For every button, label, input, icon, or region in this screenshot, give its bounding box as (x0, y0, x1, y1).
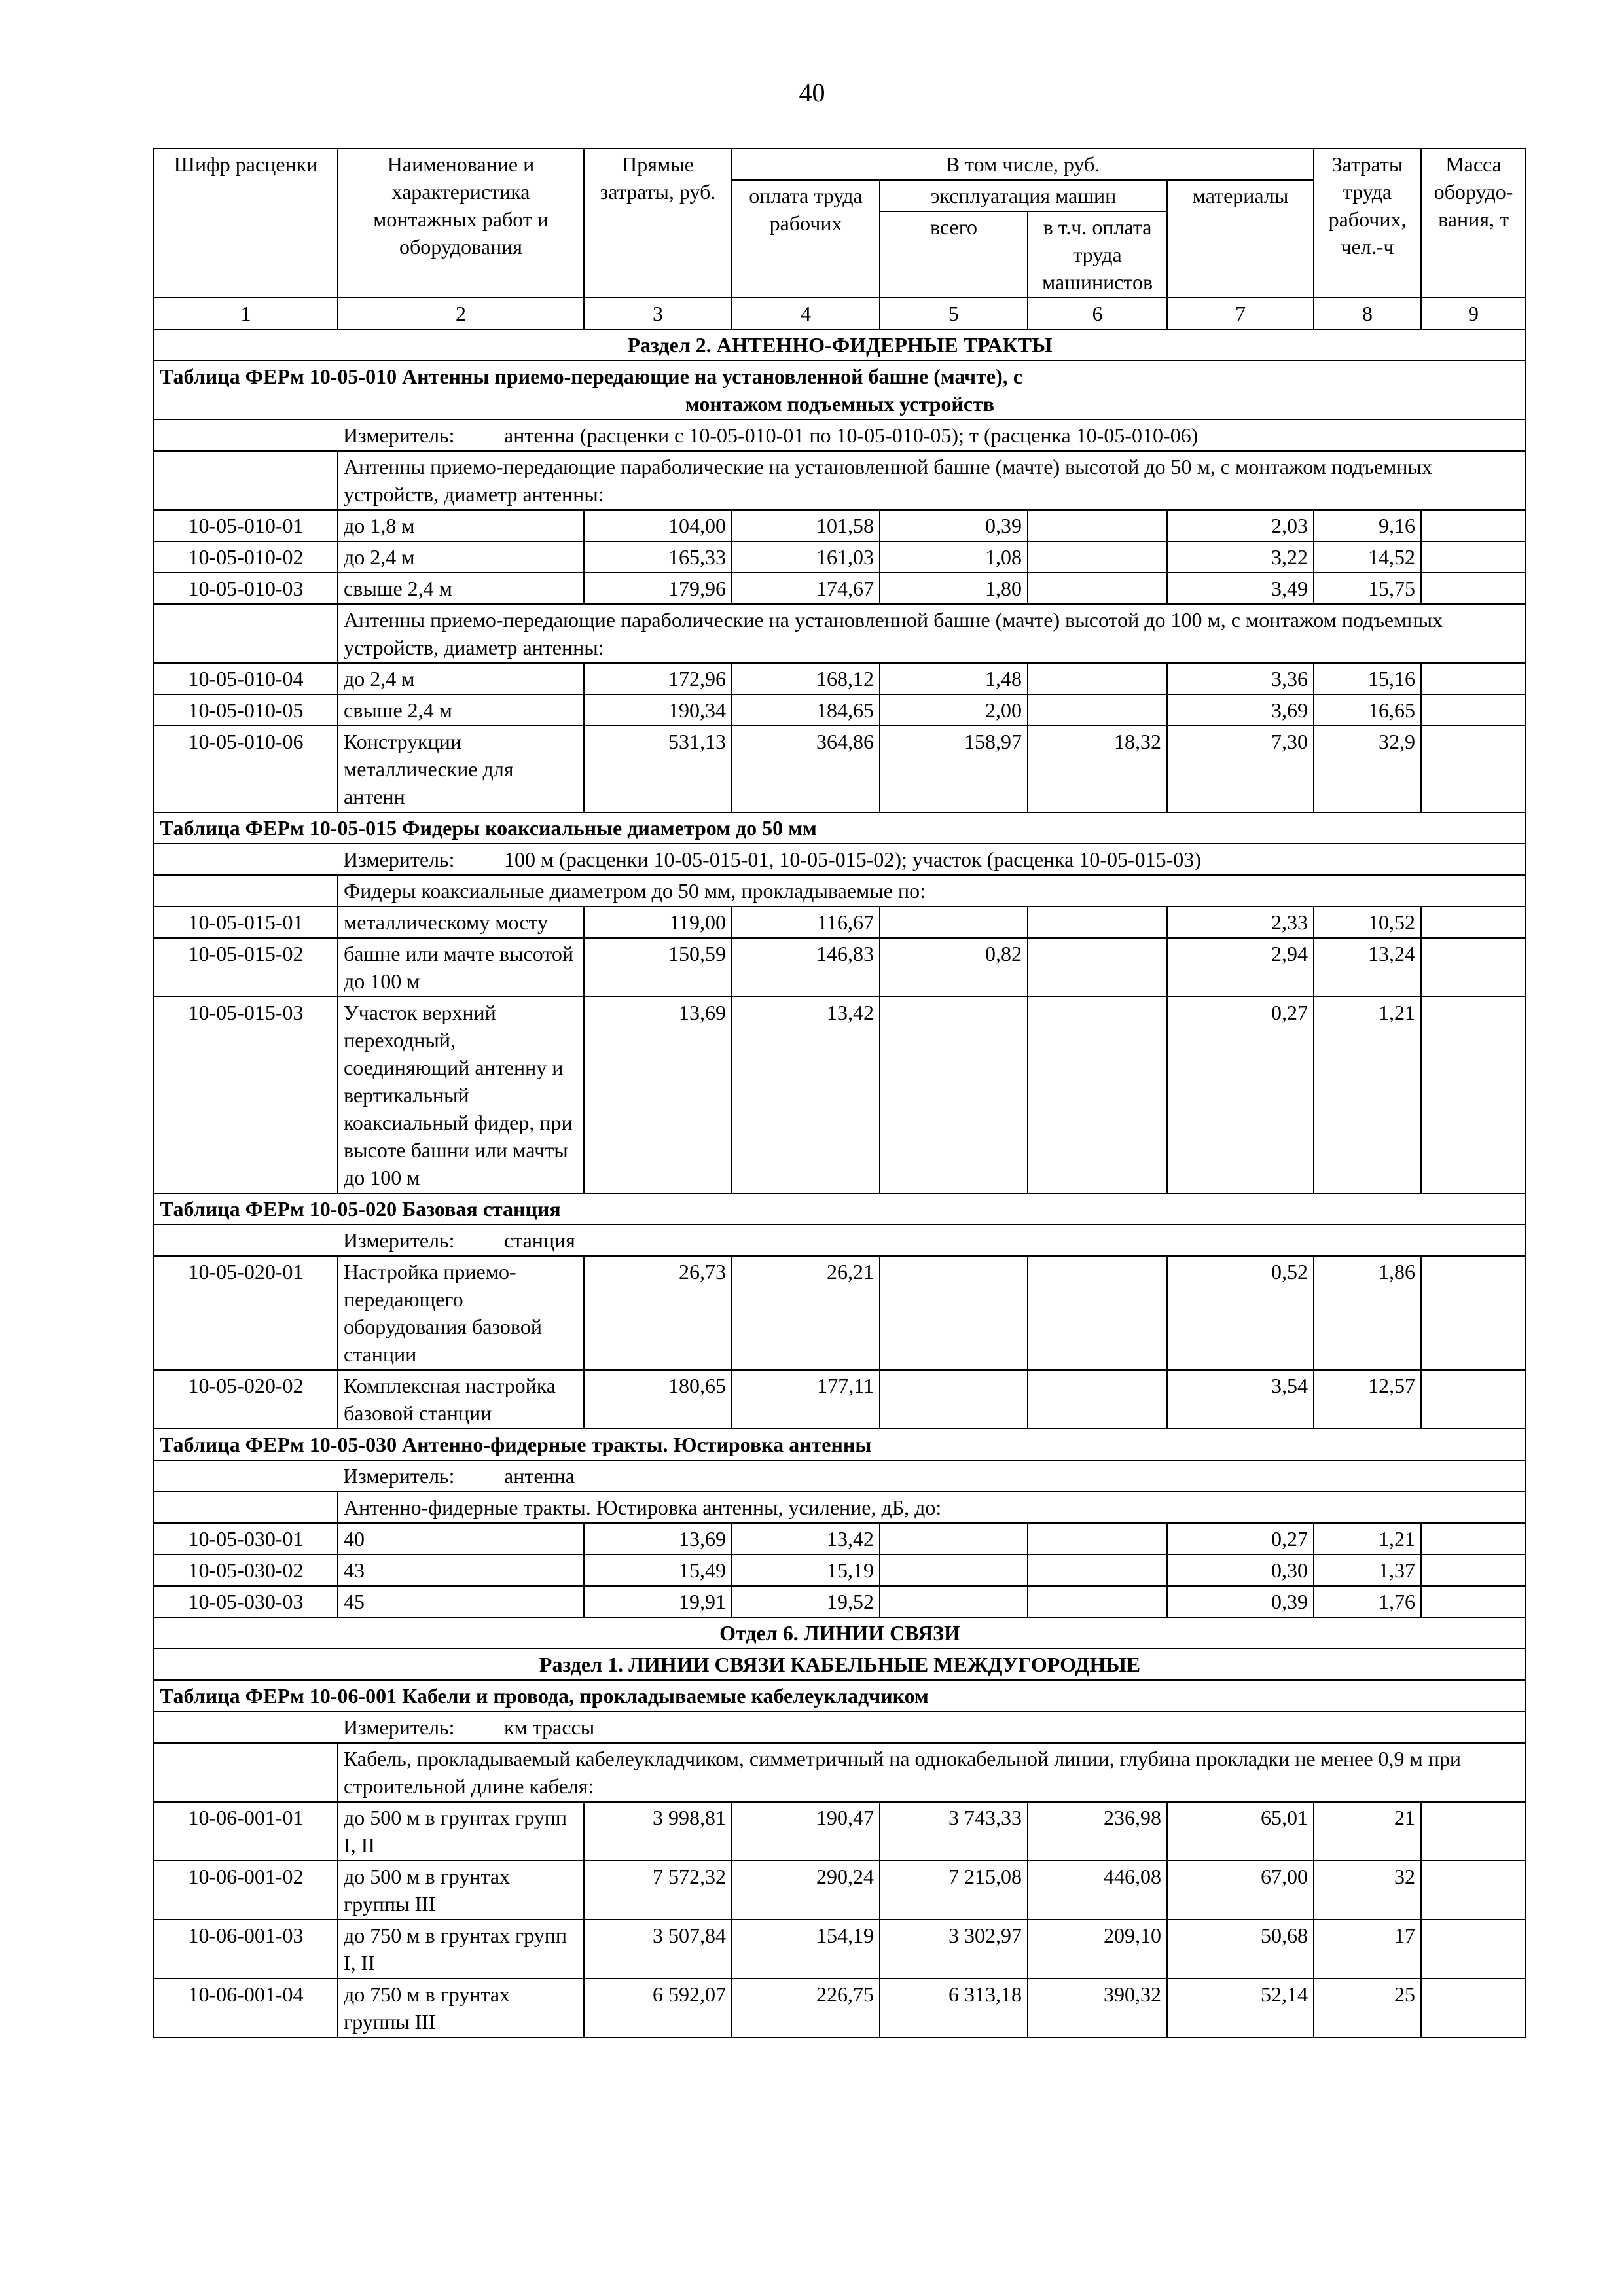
direct-costs: 15,49 (584, 1554, 732, 1586)
group-note-row (154, 875, 1526, 906)
rate-code: 10-06-001-04 (154, 1979, 338, 2037)
labor-hours: 9,16 (1314, 510, 1421, 541)
table-title-row (154, 1429, 1526, 1460)
direct-costs: 6 592,07 (584, 1979, 732, 2037)
work-name: Участок верхний переходный, соединяющий антенну и вертикальный коаксиальный фидер, при высоте башни или мачты до 100 м (338, 997, 584, 1193)
header-machines: эксплуатация машин (880, 180, 1167, 211)
column-number: 5 (880, 298, 1028, 329)
table-title-text: Таблица ФЕРм 10-06-001 Кабели и провода, прокладываемые кабелеукладчиком (160, 1684, 929, 1708)
machines-total: 0,82 (880, 938, 1028, 997)
direct-costs: 3 507,84 (584, 1920, 732, 1979)
column-number: 7 (1167, 298, 1314, 329)
measure-text: антенна (расценки с 10-05-010-01 по 10-05-010-05); т (расценка 10-05-010-06) (504, 423, 1199, 447)
table-title-continuation: монтажом подъемных устройств (685, 392, 995, 416)
labor-pay: 101,58 (732, 510, 880, 541)
page-number: 40 (799, 78, 825, 107)
measure (338, 1460, 1526, 1492)
group-note: Антенны приемо-передающие параболические на установленной башне (мачте) высотой до 50 м, с монтажом подъемных устройств, диаметр антенны: (338, 451, 1526, 510)
table-title (154, 1429, 1526, 1460)
group-note: Антенно-фидерные тракты. Юстировка антенны, усиление, дБ, до: (338, 1492, 1526, 1523)
table-body (154, 149, 1526, 2037)
measure-row (154, 1712, 1526, 1743)
machines-total: 1,80 (880, 573, 1028, 604)
labor-pay: 226,75 (732, 1979, 880, 2037)
equipment-mass (1421, 541, 1526, 573)
rate-code: 10-05-010-02 (154, 541, 338, 573)
labor-pay: 174,67 (732, 573, 880, 604)
header-equipment-mass: Масса оборудо-вания, т (1421, 149, 1526, 298)
table-row (154, 541, 1526, 573)
direct-costs: 13,69 (584, 1523, 732, 1554)
table-title-row (154, 1193, 1526, 1225)
direct-costs: 104,00 (584, 510, 732, 541)
rate-code: 10-05-030-02 (154, 1554, 338, 1586)
labor-hours: 12,57 (1314, 1370, 1421, 1429)
labor-hours: 1,76 (1314, 1586, 1421, 1617)
table-row (154, 694, 1526, 726)
table-row (154, 1861, 1526, 1920)
header-machines-total: всего (880, 211, 1028, 298)
materials: 0,52 (1167, 1256, 1314, 1370)
table-title (154, 812, 1526, 844)
direct-costs: 150,59 (584, 938, 732, 997)
header-labor-pay: оплата труда рабочих (732, 180, 880, 298)
rate-code: 10-05-015-01 (154, 906, 338, 938)
materials: 65,01 (1167, 1802, 1314, 1861)
labor-pay: 19,52 (732, 1586, 880, 1617)
rate-code: 10-05-015-03 (154, 997, 338, 1193)
measure-spacer (154, 844, 338, 875)
table-row (154, 663, 1526, 694)
note-spacer (154, 604, 338, 663)
labor-hours: 17 (1314, 1920, 1421, 1979)
machines-total (880, 1554, 1028, 1586)
table-row (154, 1920, 1526, 1979)
machines-total (880, 1256, 1028, 1370)
materials: 3,69 (1167, 694, 1314, 726)
machinists-pay (1028, 1370, 1167, 1429)
table-row (154, 510, 1526, 541)
note-spacer (154, 1492, 338, 1523)
materials: 3,22 (1167, 541, 1314, 573)
machinists-pay (1028, 997, 1167, 1193)
labor-hours: 32,9 (1314, 726, 1421, 812)
equipment-mass (1421, 510, 1526, 541)
machines-total (880, 1586, 1028, 1617)
materials: 7,30 (1167, 726, 1314, 812)
measure-text: станция (504, 1229, 575, 1252)
section-heading-row (154, 1649, 1526, 1680)
equipment-mass (1421, 726, 1526, 812)
table-title-text: Таблица ФЕРм 10-05-030 Антенно-фидерные тракты. Юстировка антенны (160, 1433, 872, 1456)
header-code: Шифр расценки (154, 149, 338, 298)
measure-text: антенна (504, 1464, 575, 1488)
materials: 2,33 (1167, 906, 1314, 938)
machines-total: 2,00 (880, 694, 1028, 726)
table-row (154, 1256, 1526, 1370)
group-note-row (154, 1743, 1526, 1802)
note-spacer (154, 451, 338, 510)
machinists-pay: 446,08 (1028, 1861, 1167, 1920)
section-heading-row (154, 1617, 1526, 1649)
measure-label: Измеритель: (343, 1464, 455, 1488)
measure-row (154, 420, 1526, 451)
equipment-mass (1421, 1256, 1526, 1370)
table-row (154, 1802, 1526, 1861)
measure-text: 100 м (расценки 10-05-015-01, 10-05-015-02); участок (расценка 10-05-015-03) (504, 848, 1201, 871)
equipment-mass (1421, 694, 1526, 726)
table-title-row (154, 812, 1526, 844)
measure-spacer (154, 1225, 338, 1256)
labor-hours: 13,24 (1314, 938, 1421, 997)
measure (338, 1712, 1526, 1743)
table-row (154, 938, 1526, 997)
machines-total (880, 1523, 1028, 1554)
rate-code: 10-06-001-03 (154, 1920, 338, 1979)
equipment-mass (1421, 1861, 1526, 1920)
labor-hours: 16,65 (1314, 694, 1421, 726)
direct-costs: 7 572,32 (584, 1861, 732, 1920)
machinists-pay: 236,98 (1028, 1802, 1167, 1861)
measure-label: Измеритель: (343, 848, 455, 871)
group-note-row (154, 604, 1526, 663)
header-including: В том числе, руб. (732, 149, 1314, 180)
machinists-pay (1028, 938, 1167, 997)
group-note: Антенны приемо-передающие параболические на установленной башне (мачте) высотой до 100 м, с монтажом подъемных устройств, диаметр антенны: (338, 604, 1526, 663)
table-title-row (154, 1680, 1526, 1712)
machines-total: 0,39 (880, 510, 1028, 541)
materials: 0,39 (1167, 1586, 1314, 1617)
machines-total: 6 313,18 (880, 1979, 1028, 2037)
measure-label: Измеритель: (343, 1715, 455, 1739)
labor-pay: 13,42 (732, 997, 880, 1193)
direct-costs: 190,34 (584, 694, 732, 726)
direct-costs: 3 998,81 (584, 1802, 732, 1861)
materials: 0,30 (1167, 1554, 1314, 1586)
machinists-pay (1028, 510, 1167, 541)
machinists-pay (1028, 663, 1167, 694)
equipment-mass (1421, 1586, 1526, 1617)
labor-pay: 177,11 (732, 1370, 880, 1429)
group-note-row (154, 451, 1526, 510)
table-row (154, 726, 1526, 812)
machines-total: 1,48 (880, 663, 1028, 694)
equipment-mass (1421, 663, 1526, 694)
column-number-row (154, 298, 1526, 329)
work-name: до 750 м в грунтах групп I, II (338, 1920, 584, 1979)
equipment-mass (1421, 1554, 1526, 1586)
note-spacer (154, 875, 338, 906)
machinists-pay: 18,32 (1028, 726, 1167, 812)
labor-hours: 10,52 (1314, 906, 1421, 938)
table-row (154, 1523, 1526, 1554)
column-number: 9 (1421, 298, 1526, 329)
work-name: до 2,4 м (338, 541, 584, 573)
table-title (154, 361, 1526, 420)
materials: 52,14 (1167, 1979, 1314, 2037)
machinists-pay (1028, 1256, 1167, 1370)
direct-costs: 179,96 (584, 573, 732, 604)
rate-code: 10-05-020-01 (154, 1256, 338, 1370)
materials: 3,49 (1167, 573, 1314, 604)
equipment-mass (1421, 938, 1526, 997)
materials: 3,36 (1167, 663, 1314, 694)
group-note: Фидеры коаксиальные диаметром до 50 мм, прокладываемые по: (338, 875, 1526, 906)
header-labor-costs: Затраты труда рабочих, чел.-ч (1314, 149, 1421, 298)
column-number: 3 (584, 298, 732, 329)
rate-code: 10-05-010-03 (154, 573, 338, 604)
machinists-pay (1028, 573, 1167, 604)
measure-row (154, 844, 1526, 875)
labor-pay: 154,19 (732, 1920, 880, 1979)
labor-hours: 25 (1314, 1979, 1421, 2037)
labor-hours: 15,16 (1314, 663, 1421, 694)
machines-total (880, 1370, 1028, 1429)
labor-pay: 116,67 (732, 906, 880, 938)
header-row-1 (154, 149, 1526, 180)
materials: 0,27 (1167, 997, 1314, 1193)
work-name: 43 (338, 1554, 584, 1586)
table-row (154, 997, 1526, 1193)
labor-pay: 13,42 (732, 1523, 880, 1554)
labor-hours: 14,52 (1314, 541, 1421, 573)
machinists-pay: 209,10 (1028, 1920, 1167, 1979)
direct-costs: 13,69 (584, 997, 732, 1193)
labor-pay: 146,83 (732, 938, 880, 997)
direct-costs: 180,65 (584, 1370, 732, 1429)
labor-hours: 15,75 (1314, 573, 1421, 604)
table-row (154, 1979, 1526, 2037)
direct-costs: 531,13 (584, 726, 732, 812)
machines-total: 1,08 (880, 541, 1028, 573)
labor-pay: 290,24 (732, 1861, 880, 1920)
equipment-mass (1421, 573, 1526, 604)
measure-label: Измеритель: (343, 423, 455, 447)
table-title-text: Таблица ФЕРм 10-05-015 Фидеры коаксиальные диаметром до 50 мм (160, 816, 817, 840)
table-row (154, 1586, 1526, 1617)
header-direct-costs: Прямые затраты, руб. (584, 149, 732, 298)
table-title-row (154, 361, 1526, 420)
direct-costs: 26,73 (584, 1256, 732, 1370)
machines-total (880, 997, 1028, 1193)
measure (338, 844, 1526, 875)
header-name: Наименование и характеристика монтажных работ и оборудования (338, 149, 584, 298)
machinists-pay (1028, 906, 1167, 938)
materials: 0,27 (1167, 1523, 1314, 1554)
work-name: свыше 2,4 м (338, 573, 584, 604)
materials: 67,00 (1167, 1861, 1314, 1920)
rate-code: 10-05-030-01 (154, 1523, 338, 1554)
rate-code: 10-05-020-02 (154, 1370, 338, 1429)
rate-code: 10-05-010-01 (154, 510, 338, 541)
rate-code: 10-06-001-01 (154, 1802, 338, 1861)
labor-pay: 190,47 (732, 1802, 880, 1861)
labor-hours: 32 (1314, 1861, 1421, 1920)
group-note-row (154, 1492, 1526, 1523)
materials: 2,94 (1167, 938, 1314, 997)
equipment-mass (1421, 1920, 1526, 1979)
machines-total: 158,97 (880, 726, 1028, 812)
column-number: 8 (1314, 298, 1421, 329)
labor-hours: 1,21 (1314, 1523, 1421, 1554)
work-name: до 1,8 м (338, 510, 584, 541)
column-number: 4 (732, 298, 880, 329)
equipment-mass (1421, 997, 1526, 1193)
machines-total (880, 906, 1028, 938)
measure-text: км трассы (504, 1715, 595, 1739)
work-name: до 500 м в грунтах группы III (338, 1861, 584, 1920)
work-name: до 500 м в грунтах групп I, II (338, 1802, 584, 1861)
machines-total: 3 302,97 (880, 1920, 1028, 1979)
table-title-text: Таблица ФЕРм 10-05-020 Базовая станция (160, 1197, 561, 1221)
rate-code: 10-05-010-04 (154, 663, 338, 694)
labor-hours: 1,86 (1314, 1256, 1421, 1370)
materials: 50,68 (1167, 1920, 1314, 1979)
machinists-pay (1028, 1586, 1167, 1617)
rates-table (153, 148, 1526, 2038)
equipment-mass (1421, 1523, 1526, 1554)
labor-pay: 161,03 (732, 541, 880, 573)
machinists-pay (1028, 1554, 1167, 1586)
machinists-pay (1028, 541, 1167, 573)
labor-hours: 1,37 (1314, 1554, 1421, 1586)
measure-spacer (154, 1460, 338, 1492)
table-row (154, 1554, 1526, 1586)
group-note: Кабель, прокладываемый кабелеукладчиком, симметричный на однокабельной линии, глубина прокладки не менее 0,9 м при строительной длине кабеля: (338, 1743, 1526, 1802)
measure (338, 420, 1526, 451)
column-number: 2 (338, 298, 584, 329)
work-name: до 750 м в грунтах группы III (338, 1979, 584, 2037)
measure-label: Измеритель: (343, 1229, 455, 1252)
labor-hours: 21 (1314, 1802, 1421, 1861)
measure-row (154, 1225, 1526, 1256)
table-title (154, 1193, 1526, 1225)
work-name: Комплексная настройка базовой станции (338, 1370, 584, 1429)
rate-code: 10-05-030-03 (154, 1586, 338, 1617)
direct-costs: 119,00 (584, 906, 732, 938)
table-row (154, 573, 1526, 604)
machinists-pay (1028, 1523, 1167, 1554)
direct-costs: 19,91 (584, 1586, 732, 1617)
rate-code: 10-06-001-02 (154, 1861, 338, 1920)
measure-spacer (154, 1712, 338, 1743)
equipment-mass (1421, 1802, 1526, 1861)
rate-code: 10-05-010-05 (154, 694, 338, 726)
header-materials: материалы (1167, 180, 1314, 298)
column-number: 1 (154, 298, 338, 329)
equipment-mass (1421, 1370, 1526, 1429)
section-heading: Раздел 2. АНТЕННО-ФИДЕРНЫЕ ТРАКТЫ (154, 329, 1526, 361)
work-name: Конструкции металлические для антенн (338, 726, 584, 812)
measure-spacer (154, 420, 338, 451)
labor-pay: 15,19 (732, 1554, 880, 1586)
section-heading: Отдел 6. ЛИНИИ СВЯЗИ (154, 1617, 1526, 1649)
measure (338, 1225, 1526, 1256)
labor-pay: 184,65 (732, 694, 880, 726)
section-heading-row (154, 329, 1526, 361)
note-spacer (154, 1743, 338, 1802)
rate-code: 10-05-010-06 (154, 726, 338, 812)
labor-hours: 1,21 (1314, 997, 1421, 1193)
labor-pay: 168,12 (732, 663, 880, 694)
measure-row (154, 1460, 1526, 1492)
materials: 2,03 (1167, 510, 1314, 541)
table-row (154, 1370, 1526, 1429)
machines-total: 7 215,08 (880, 1861, 1028, 1920)
table-title-text: Таблица ФЕРм 10-05-010 Антенны приемо-передающие на установленной башне (мачте), с (160, 365, 1022, 388)
direct-costs: 165,33 (584, 541, 732, 573)
direct-costs: 172,96 (584, 663, 732, 694)
work-name: до 2,4 м (338, 663, 584, 694)
labor-pay: 364,86 (732, 726, 880, 812)
work-name: башне или мачте высотой до 100 м (338, 938, 584, 997)
machinists-pay: 390,32 (1028, 1979, 1167, 2037)
equipment-mass (1421, 906, 1526, 938)
column-number: 6 (1028, 298, 1167, 329)
rate-code: 10-05-015-02 (154, 938, 338, 997)
work-name: металлическому мосту (338, 906, 584, 938)
equipment-mass (1421, 1979, 1526, 2037)
work-name: 40 (338, 1523, 584, 1554)
work-name: 45 (338, 1586, 584, 1617)
header-machinists-pay: в т.ч. оплата труда машинистов (1028, 211, 1167, 298)
materials: 3,54 (1167, 1370, 1314, 1429)
labor-pay: 26,21 (732, 1256, 880, 1370)
machinists-pay (1028, 694, 1167, 726)
machines-total: 3 743,33 (880, 1802, 1028, 1861)
table-title (154, 1680, 1526, 1712)
work-name: свыше 2,4 м (338, 694, 584, 726)
work-name: Настройка приемо-передающего оборудования базовой станции (338, 1256, 584, 1370)
section-heading: Раздел 1. ЛИНИИ СВЯЗИ КАБЕЛЬНЫЕ МЕЖДУГОРОДНЫЕ (154, 1649, 1526, 1680)
table-row (154, 906, 1526, 938)
